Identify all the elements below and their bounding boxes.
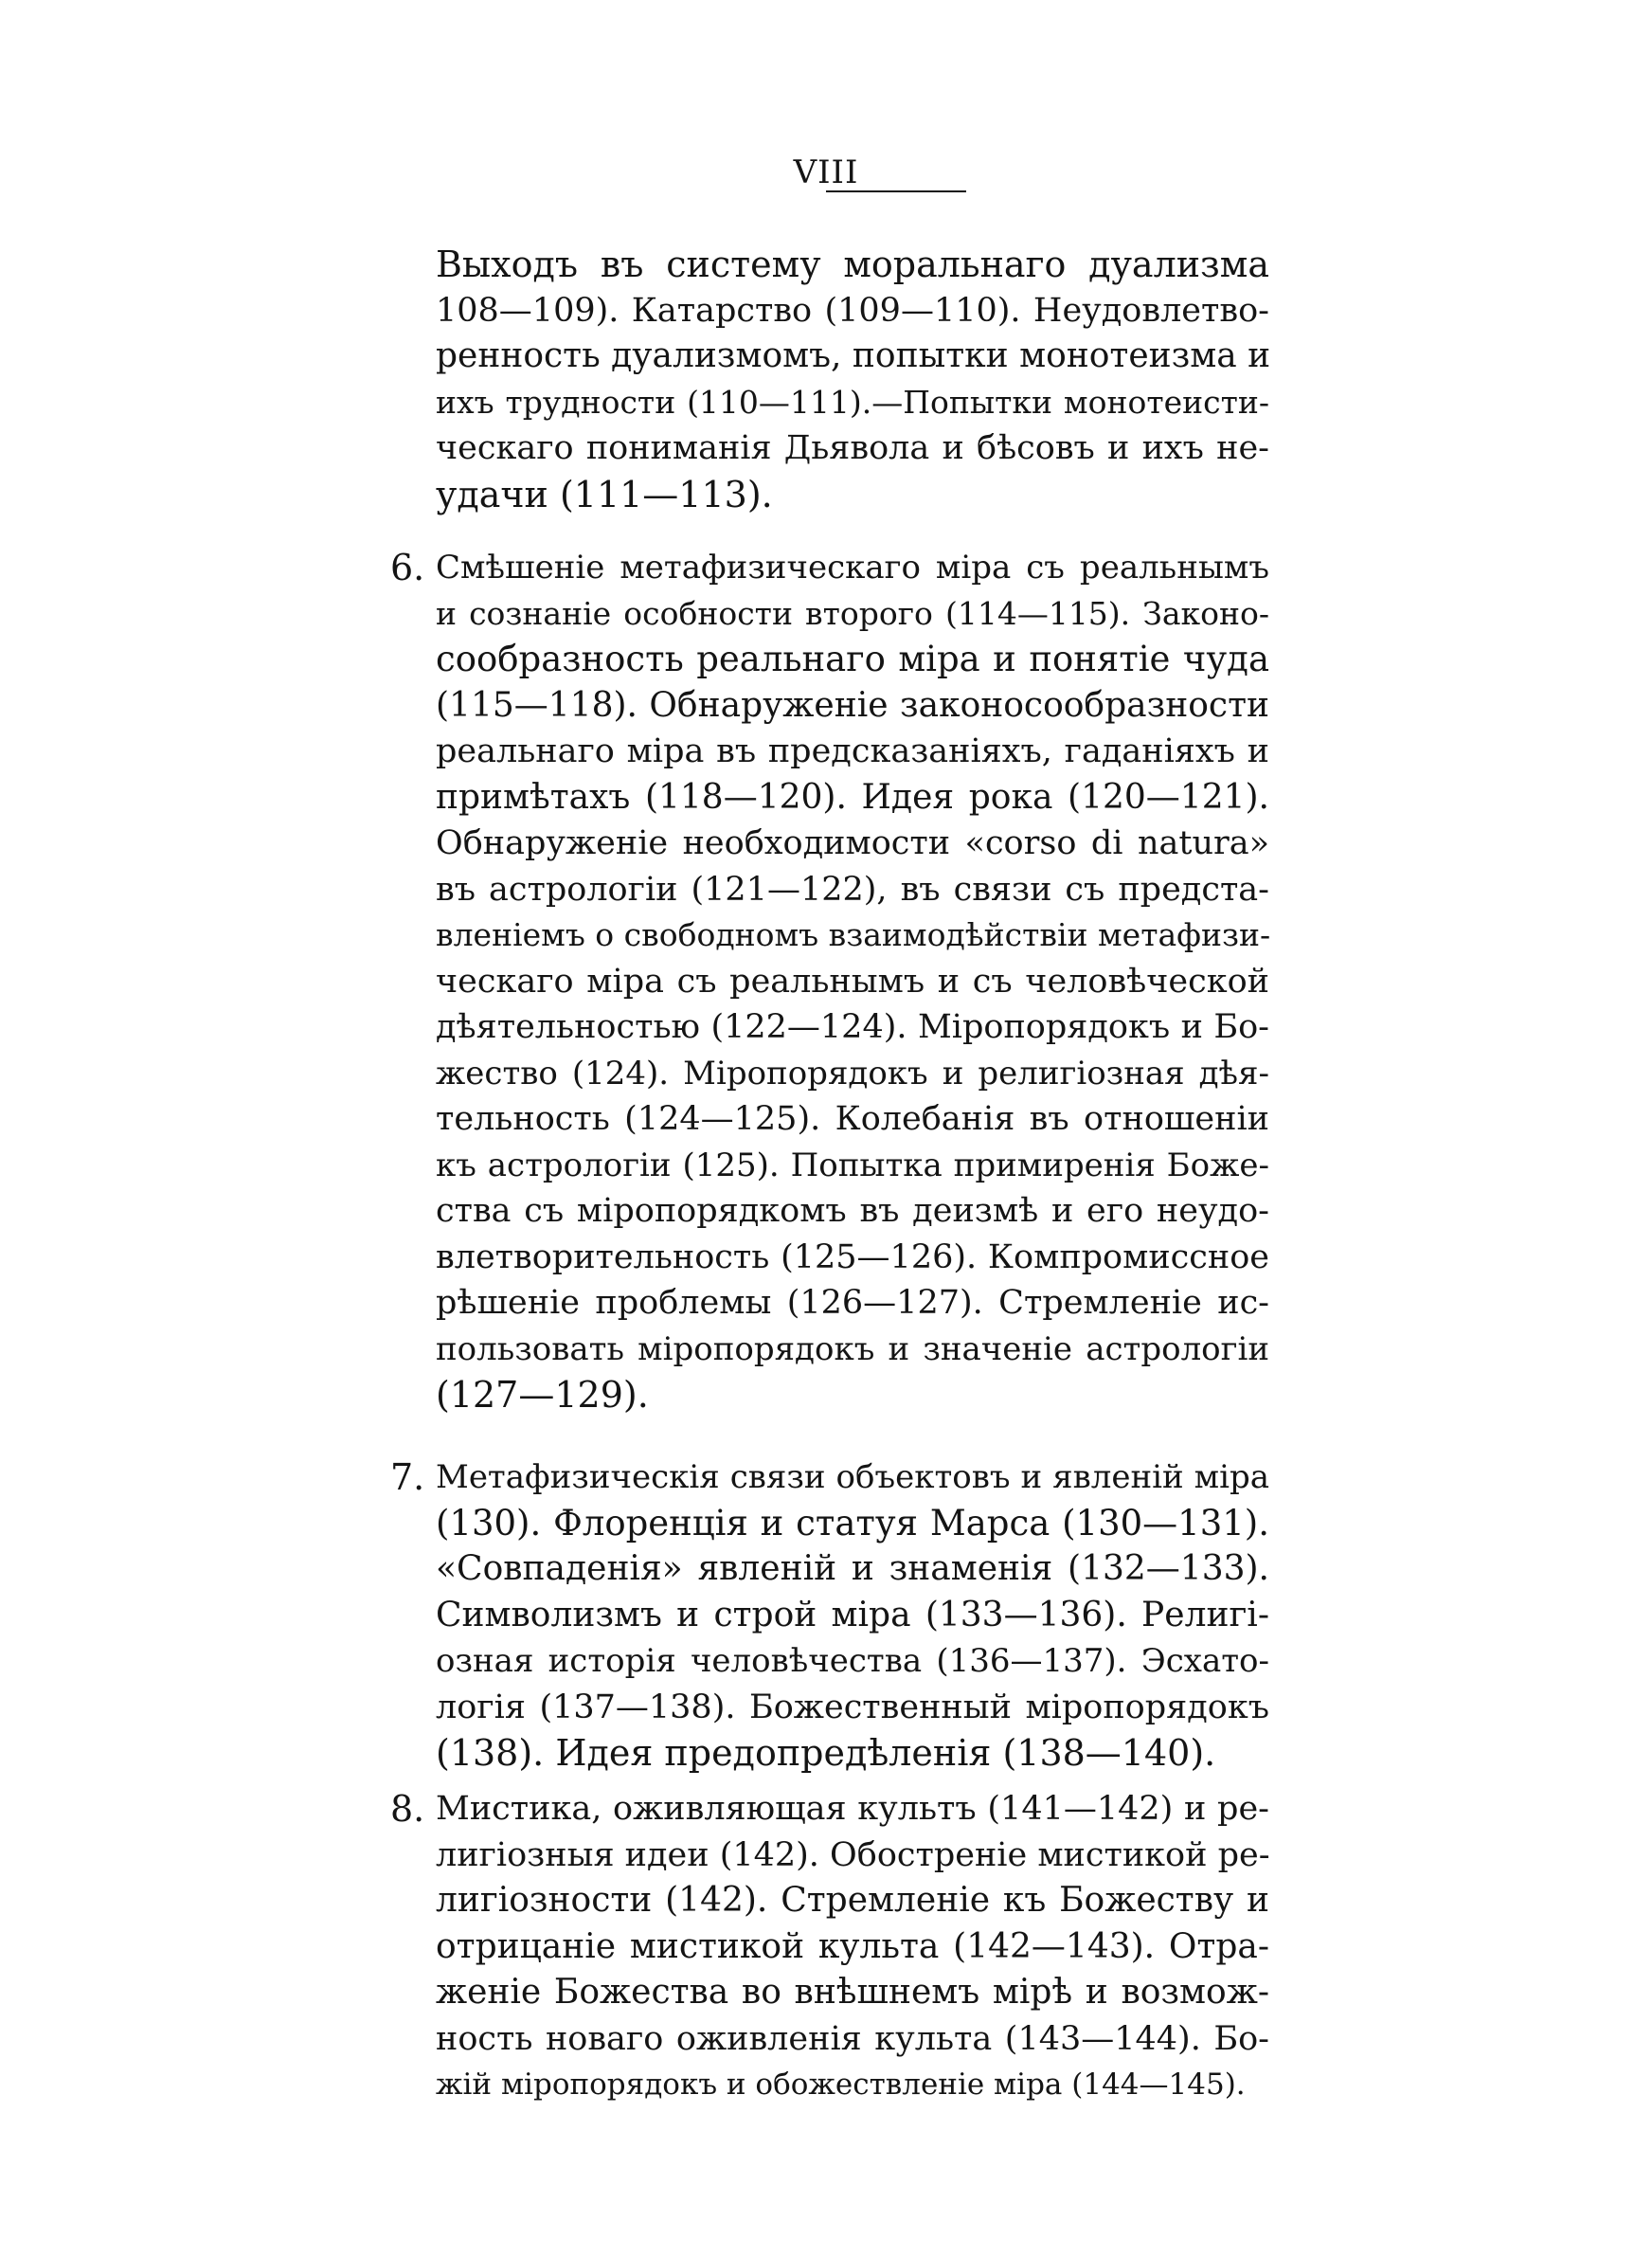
text-line: логія (137—138). Божественный міропорядокъ (436, 1688, 1269, 1726)
text-line: ность новаго оживленія культа (143—144). Бо- (436, 2020, 1269, 2058)
text-line: пользовать міропорядокъ и значеніе астрологіи (436, 1330, 1269, 1368)
text-line: удачи (111—113). (436, 474, 773, 515)
text-line: (130). Флоренція и статуя Марса (130—131). (436, 1503, 1269, 1544)
section-number: 7. (390, 1456, 425, 1498)
text-line: рѣшеніе проблемы (126—127). Стремленіе ис- (436, 1284, 1269, 1322)
text-line: ихъ трудности (110—111).—Попытки монотеисти- (436, 384, 1269, 421)
text-line: ренность дуализмомъ, попытки монотеизма и (436, 336, 1271, 375)
text-line: вленіемъ о свободномъ взаимодѣйствіи метафизи- (436, 916, 1271, 953)
text-line: лигіозности (142). Стремленіе къ Божеству и (436, 1881, 1269, 1920)
text-line: Метафизическія связи объектовъ и явленій міра (436, 1458, 1269, 1496)
text-line: Символизмъ и строй міра (133—136). Религі- (436, 1596, 1269, 1634)
text-line: лигіозныя идеи (142). Обостреніе мистикой ре- (436, 1836, 1270, 1874)
text-line: Обнаруженіе необходимости «corso di natura» (436, 824, 1269, 862)
page-number: VIII (793, 153, 859, 191)
text-line: ства съ міропорядкомъ въ деизмѣ и его неудо- (436, 1192, 1269, 1230)
text-line: дѣятельностью (122—124). Міропорядокъ и Бо- (436, 1008, 1269, 1046)
text-line: Выходъ въ систему моральнаго дуализма (436, 244, 1269, 285)
section-number: 6. (390, 547, 425, 588)
text-line: отрицаніе мистикой культа (142—143). Отра- (436, 1927, 1269, 1966)
text-line: «Совпаденія» явленій и знаменія (132—133). (436, 1549, 1269, 1588)
text-line: (115—118). Обнаруженіе законосообразности (436, 686, 1269, 725)
text-line: тельность (124—125). Колебанія въ отношеніи (436, 1100, 1269, 1138)
text-line: влетворительность (125—126). Компромиссное (436, 1238, 1269, 1276)
text-line: жество (124). Міропорядокъ и религіозная дѣя- (436, 1055, 1269, 1092)
text-line: къ астрологіи (125). Попытка примиренія Боже- (436, 1147, 1269, 1184)
text-line: (127—129). (436, 1374, 649, 1416)
text-line: ческаго пониманія Дьявола и бѣсовъ и ихъ не- (436, 429, 1269, 467)
text-line: (138). Идея предопредѣленія (138—140). (436, 1732, 1216, 1774)
text-line: Смѣшеніе метафизическаго міра съ реальнымъ (436, 549, 1269, 587)
text-line: сообразность реальнаго міра и понятіе чуда (436, 639, 1269, 679)
section-number: 8. (390, 1788, 425, 1830)
text-line: озная исторія человѣчества (136—137). Эсхато- (436, 1642, 1269, 1680)
text-line: ческаго міра съ реальнымъ и съ человѣческой (436, 963, 1269, 1001)
text-line: Мистика, оживляющая культъ (141—142) и ре- (436, 1790, 1269, 1828)
text-line: женіе Божества во внѣшнемъ мірѣ и возмож- (436, 1973, 1269, 2012)
text-line: въ астрологіи (121—122), въ связи съ предста- (436, 871, 1269, 909)
text-line: реальнаго міра въ предсказаніяхъ, гаданіяхъ и (436, 732, 1269, 770)
page-number-rule (826, 190, 966, 192)
text-line: жій міропорядокъ и обожествленіе міра (144—145). (436, 2067, 1246, 2102)
text-line: и сознаніе особности второго (114—115). Законо- (436, 595, 1269, 632)
text-line: 108—109). Катарство (109—110). Неудовлетво- (436, 292, 1269, 330)
text-line: примѣтахъ (118—120). Идея рока (120—121). (436, 778, 1269, 817)
